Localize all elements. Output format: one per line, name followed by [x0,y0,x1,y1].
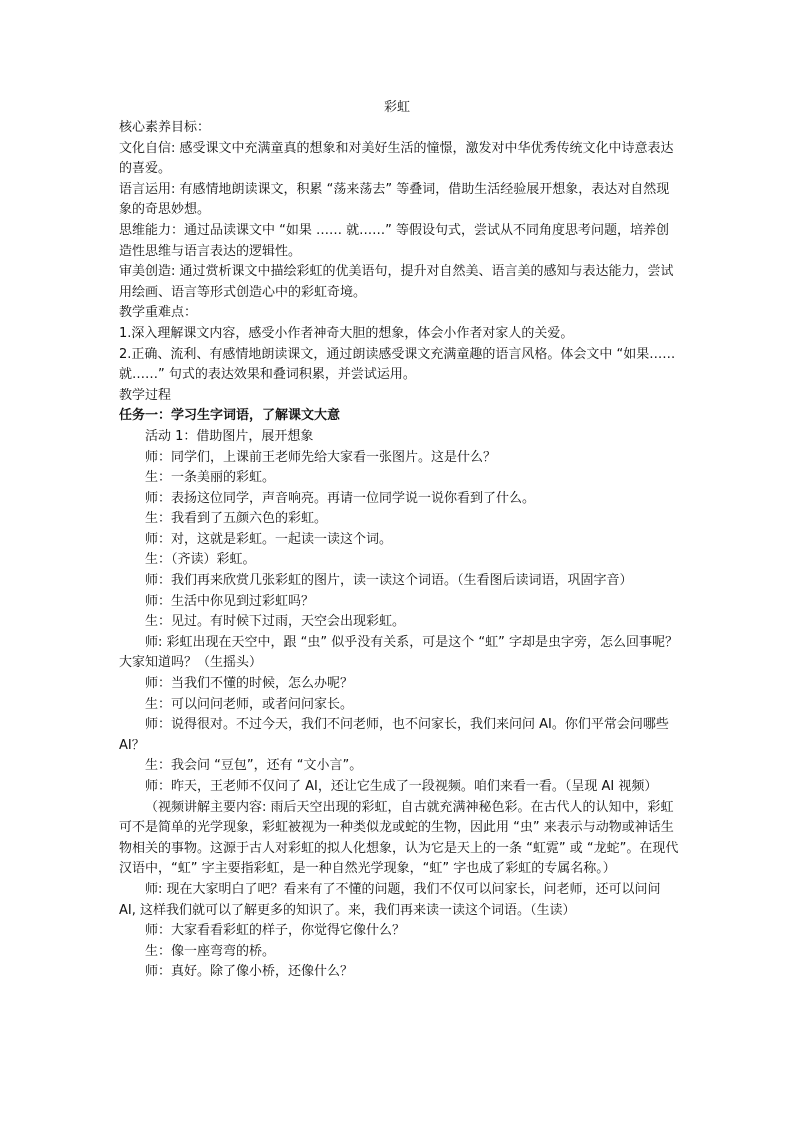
dialogue-line: 生：我会问 “豆包”，还有 “文小言”。 [145,758,363,774]
dialogue-line: 师：对，这就是彩虹。一起读一读这个词。 [145,531,393,547]
goal-culture: 文化自信: 感受课文中充满童真的想象和对美好生活的憧憬，激发对中华优秀传统文化中诗意表达的喜爱。 [119,140,674,177]
video-summary: （视频讲解主要内容: 雨后天空出现的彩虹，自古就充满神秘色彩。在古代人的认知中，彩虹可不是简单的光学现象，彩虹被视为一种类似龙或蛇的生物，因此用 “虫” 来表示与动物或神话生物相关的事物。这源于古人对彩虹的拟人化想象，认为它是天上的一条 “虹霓” 或 “龙蛇”。在现代汉语中，“虹” 字主要指彩虹，是一种自然光学现象，“虹” 字也成了彩虹的专属名称。） [119,799,679,877]
goal-thinking: 思维能力：通过品读课文中 “如果 …… 就……” 等假设句式，尝试从不同角度思考问题，培养创造性思维与语言表达的逻辑性。 [119,222,669,259]
document-title: 彩虹 [383,100,410,115]
key-point-2: 2.正确、流利、有感情地朗读课文，通过朗读感受课文充满童趣的语言风格。体会文中 “如果……就……” 句式的表达效果和叠词积累，并尝试运用。 [119,346,676,383]
dialogue-line: 师：同学们，上课前王老师先给大家看一张图片。这是什么？ [145,449,497,465]
dialogue-line: 生：一条美丽的彩虹。 [145,470,276,486]
key-point-1: 1.深入理解课文内容，感受小作者神奇大胆的想象，体会小作者对家人的关爱。 [119,325,574,341]
dialogue-line: 生：我看到了五颜六色的彩虹。 [145,511,328,527]
dialogue-line: 师：大家看看彩虹的样子，你觉得它像什么？ [145,923,406,939]
dialogue-line: 生：像一座弯弯的桥。 [145,943,276,959]
goal-aesthetic: 审美创造: 通过赏析课文中描绘彩虹的优美语句，提升对自然美、语言美的感知与表达能力，尝试用绘画、语言等形式创造心中的彩虹奇境。 [119,264,674,300]
dialogue-line: 生：见过。有时候下过雨，天空会出现彩虹。 [145,614,406,630]
dialogue-line: 师：我们再来欣赏几张彩虹的图片，读一读这个词语。（生看图后读词语，巩固字音） [145,573,633,589]
dialogue-line: 师：真好。除了像小桥，还像什么？ [145,964,354,980]
dialogue-line: 生：（齐读）彩虹。 [145,552,256,568]
dialogue-line: 师：生活中你见到过彩虹吗？ [145,593,315,609]
activity1-heading: 活动 1：借助图片，展开想象 [145,428,314,444]
dialogue-line: 师: 彩虹出现在天空中，跟 “虫” 似乎没有关系，可是这个 “虹” 字却是虫字旁，怎么回事呢？大家知道吗？（生摇头） [119,634,678,671]
dialogue-line: 师: 现在大家明白了吧？看来有了不懂的问题，我们不仅可以问家长，问老师，还可以问问 AI, 这样我们就可以了解更多的知识了。来，我们再来读一读这个词语。（生读） [119,881,661,918]
document-body [119,118,679,983]
process-heading: 教学过程 [119,387,172,403]
dialogue-line: 师：昨天，王老师不仅问了 AI，还让它生成了一段视频。咱们来看一看。（呈现 AI 视频） [145,779,658,794]
goal-language: 语言运用: 有感情地朗读课文，积累 “荡来荡去” 等叠词，借助生活经验展开想象，表达对自然现象的奇思妙想。 [119,181,670,218]
core-goals-heading: 核心素养目标： [119,120,211,135]
dialogue-line: 师：说得很对。不过今天，我们不问老师，也不问家长，我们来问问 AI。你们平常会问哪些 AI？ [119,717,669,753]
dialogue-line: 师：当我们不懂的时候，怎么办呢？ [145,676,354,692]
dialogue-line: 生：可以问问老师，或者问问家长。 [145,696,354,712]
dialogue-line: 师：表扬这位同学，声音响亮。再请一位同学说一说你看到了什么。 [145,490,536,506]
key-points-heading: 教学重难点： [119,305,198,321]
task1-heading: 任务一：学习生字词语，了解课文大意 [119,408,341,424]
